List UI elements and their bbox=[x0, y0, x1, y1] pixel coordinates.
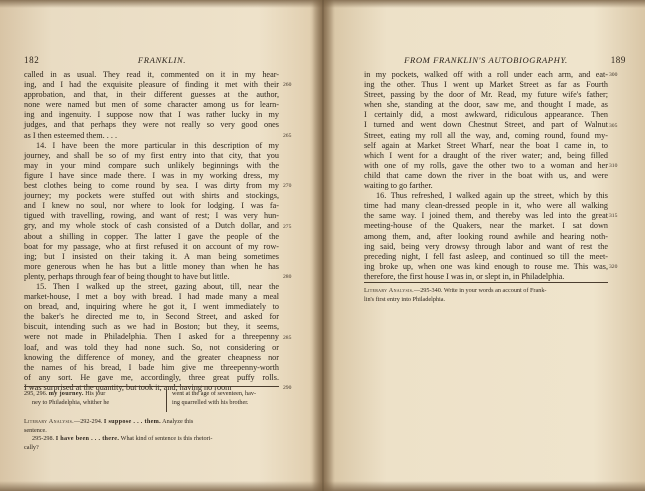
text-line: with one of my rolls, gave the other two to a woman and her bbox=[364, 160, 608, 170]
left-running-head bbox=[16, 54, 308, 66]
text-line: journey; my pockets were stuffed out with shirts and stockings, bbox=[24, 191, 279, 201]
text-line: on bread, and, inquiring where he got it, I went immediately to bbox=[24, 302, 279, 312]
footnote-text-a1: His jour bbox=[85, 390, 106, 397]
left-running-title: FRANKLIN. bbox=[137, 55, 187, 65]
text-line: market-house, I met a boy with bread. I had made many a meal bbox=[24, 292, 279, 302]
line-number: 260 bbox=[283, 82, 292, 89]
text-line: which I went for a draught of the river water; and, being filled bbox=[364, 150, 608, 160]
right-la-label: Literary Analysis. bbox=[364, 287, 415, 294]
text-line: figure I have since made there. I was in my working dress, my bbox=[24, 170, 279, 180]
left-notes bbox=[24, 390, 282, 452]
line-number: 275 bbox=[283, 223, 292, 230]
text-line: about a shilling in copper. The latter I gave the people of the bbox=[24, 231, 279, 241]
text-line: ing the other. Thus I went up Market Street as far as Fourth bbox=[364, 80, 608, 90]
text-line: among them, and, after looking round awhile and hearing noth- bbox=[364, 231, 608, 241]
text-line: preceding night, I fell fast asleep, and continued so till the meet- bbox=[364, 251, 608, 261]
right-page-number: 189 bbox=[610, 55, 626, 65]
text-line: tigued with travelling, rowing, and want of rest; I was very hun- bbox=[24, 211, 279, 221]
text-line: gry, and my whole stock of cash consisted of a Dutch dollar, and bbox=[24, 221, 279, 231]
text-line: in my pockets, walked off with a roll under each arm, and eat- bbox=[364, 70, 608, 79]
text-line: Street, eating my roll all the way, and, coming round, found my- bbox=[364, 130, 608, 140]
la-ref-3: 295-298. bbox=[32, 435, 55, 443]
text-line: 15. Then I walked up the street, gazing about, till, near the bbox=[36, 281, 279, 291]
la-text-3: What kind of sentence is this rhetori- bbox=[120, 435, 213, 443]
text-line: called in as usual. They read it, commented on it in my hear- bbox=[24, 70, 279, 79]
text-line: may in your mind compare such unlikely beginnings with the bbox=[24, 160, 279, 170]
text-line: the same way. I joined them, and thereby was led into the great bbox=[364, 211, 608, 221]
text-line: ing said, being very drowsy through labor and want of rest the bbox=[364, 241, 608, 251]
la-ref-1: —292-294. bbox=[74, 418, 103, 425]
right-notes bbox=[364, 287, 604, 304]
la-line-1 bbox=[24, 418, 282, 427]
text-line: the names of his bread, I bade him give me threepenny-worth bbox=[24, 362, 279, 372]
paragraph bbox=[364, 70, 608, 191]
text-line: ing; but I insisted on their taking it. A man being sometimes bbox=[24, 251, 279, 261]
text-line: none were named but men of some character among us for learn- bbox=[24, 100, 279, 110]
line-number: 320 bbox=[609, 263, 618, 270]
text-line: 14. I have been the more particular in this description of my bbox=[36, 140, 279, 150]
text-line: boat for my passage, who at first refused it on account of my row- bbox=[24, 241, 279, 251]
line-number: 315 bbox=[609, 213, 618, 220]
text-line: I turned and went down Chestnut Street, and part of Walnut bbox=[364, 120, 608, 130]
footnote-ref: 295, 296. bbox=[24, 390, 48, 397]
paragraph bbox=[24, 70, 279, 141]
left-footnote-rule bbox=[24, 386, 279, 387]
right-footnote-rule bbox=[364, 282, 608, 283]
footnote-divider bbox=[166, 390, 167, 412]
paragraph bbox=[24, 282, 279, 393]
left-page-number: 182 bbox=[24, 55, 40, 65]
right-running-head bbox=[336, 54, 636, 66]
text-line: biscuit, intending such as we had in Boston; but they, it seems, bbox=[24, 322, 279, 332]
footnote-text-a2: ney to Philadelphia, whither he bbox=[32, 398, 110, 406]
text-line: child that came down the river in the boat with us, and were bbox=[364, 170, 608, 180]
text-line: as I then esteemed them. . . . bbox=[24, 130, 117, 140]
footnote-col-b bbox=[172, 390, 284, 407]
text-line: plenty, perhaps through fear of being thought to have but little. bbox=[24, 271, 230, 281]
right-la-ref: —295-340. bbox=[414, 287, 443, 294]
text-line: 16. Thus refreshed, I walked again up the street, which by this bbox=[376, 191, 608, 201]
text-line: best clothes being to come round by sea. I was dirty from my bbox=[24, 181, 279, 191]
la-line-3 bbox=[24, 435, 282, 444]
text-line: I was surprised at the quantity, but took it, and, having no room bbox=[24, 382, 232, 392]
line-number: 265 bbox=[283, 132, 292, 139]
text-line: of any sort. He gave me, accordingly, three great puffy rolls. bbox=[24, 372, 279, 382]
text-line: when she, standing at the door, saw me, and thought I made, as bbox=[364, 100, 608, 110]
line-number: 310 bbox=[609, 162, 618, 169]
la-bold-1: I suppose . . . them. bbox=[103, 418, 161, 425]
la-bold-3: I have been . . . there. bbox=[55, 435, 120, 443]
text-line: were not made in Philadelphia. Then I asked for a threepenny bbox=[24, 332, 279, 342]
text-line: meeting-house of the Quakers, near the market. I sat down bbox=[364, 221, 608, 231]
right-page bbox=[336, 0, 636, 491]
left-page bbox=[16, 0, 308, 491]
la-text-1: Analyze this bbox=[162, 418, 194, 425]
text-line: time had many clean-dressed people in it, who were all walking bbox=[364, 201, 608, 211]
text-line: ing, and I had the exquisite pleasure of finding it met with their bbox=[24, 80, 279, 90]
footnote-bold-term: my journey. bbox=[48, 390, 84, 397]
line-number: 280 bbox=[283, 274, 292, 280]
right-la-text-1: Write in your words an account of Frank- bbox=[443, 287, 547, 294]
line-number: 290 bbox=[283, 385, 292, 392]
line-number: 300 bbox=[609, 72, 618, 78]
text-line: ing and ingenuity. I suppose now that I was rather lucky in my bbox=[24, 110, 279, 120]
footnote bbox=[24, 390, 282, 416]
la-line-4: cally? bbox=[24, 443, 39, 451]
text-line: Street, passing by the door of Mr. Read, my future wife's father; bbox=[364, 90, 608, 100]
text-line: journey, and shall be so of my first entry into that city, that you bbox=[24, 150, 279, 160]
right-running-title: FROM FRANKLIN'S AUTOBIOGRAPHY. bbox=[404, 55, 568, 65]
la-label: Literary Analysis. bbox=[24, 418, 75, 425]
right-la-line-2: lin's first entry into Philadelphia. bbox=[364, 295, 446, 303]
right-la-line-1 bbox=[364, 287, 604, 296]
footnote-text-b2: ing quarrelled with his brother. bbox=[172, 398, 249, 406]
text-line: approbation, and that, in their different guesses at the author, bbox=[24, 90, 279, 100]
text-line: waiting to go farther. bbox=[364, 181, 433, 191]
line-number: 285 bbox=[283, 334, 292, 341]
text-line: judges, and that perhaps they were not really so very good ones bbox=[24, 120, 279, 130]
paragraph bbox=[24, 141, 279, 282]
line-number: 305 bbox=[609, 122, 618, 129]
text-line: self again at Market Street Wharf, near the boat I came in, to bbox=[364, 140, 608, 150]
text-line: the baker's he directed me to, in Second Street, and asked for bbox=[24, 312, 279, 322]
text-line: ing broke up, when one was kind enough to rouse me. This was, bbox=[364, 261, 608, 271]
text-line: therefore, the first house I was in, or slept in, in Philadelphia. bbox=[364, 271, 565, 281]
text-line: loaf, and was told they had none such. So, not considering or bbox=[24, 342, 279, 352]
footnote-text-b1: went at the age of seventeen, hav- bbox=[172, 390, 257, 397]
line-number: 270 bbox=[283, 183, 292, 190]
text-line: more generous when he has but a little money than when he has bbox=[24, 261, 279, 271]
la-line-2: sentence. bbox=[24, 426, 47, 434]
book-gutter bbox=[312, 0, 334, 491]
right-page-body bbox=[364, 70, 608, 282]
footnote-col-a bbox=[24, 390, 164, 407]
left-literary-analysis bbox=[24, 418, 282, 452]
text-line: knowing the difference of money, and the greater cheapness nor bbox=[24, 352, 279, 362]
left-page-body bbox=[24, 70, 279, 393]
text-line: and I knew no soul, nor where to look for lodging. I was fa- bbox=[24, 201, 279, 211]
paragraph bbox=[364, 191, 608, 282]
text-line: I certainly did, a most awkward, ridiculous appearance. Then bbox=[364, 110, 608, 120]
